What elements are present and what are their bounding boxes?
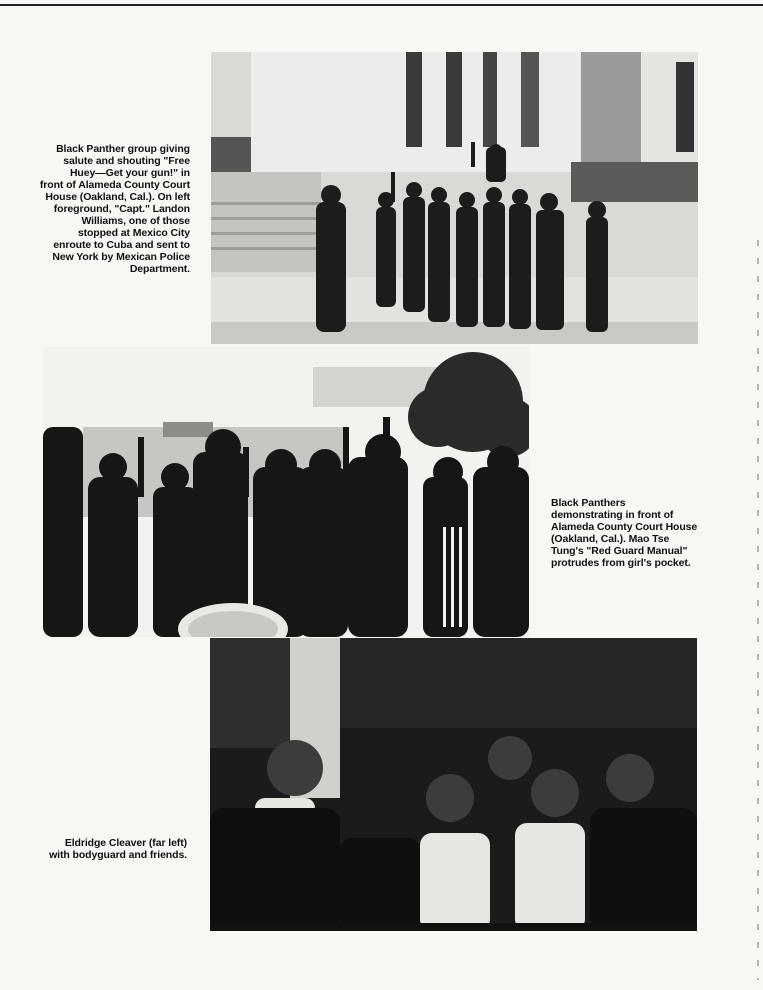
page-edge-marks <box>757 240 759 980</box>
photo-courthouse-salute <box>211 52 698 344</box>
caption-demonstration: Black Panthers demonstrating in front of Alameda County Court House (Oakland, Cal.). Mao Tse Tung's "Red Guard Manual" protrudes from girl's pocket. <box>551 497 698 569</box>
caption-courthouse-salute: Black Panther group giving salute and shouting "Free Huey—Get your gun!" in front of Alameda County Court House (Oakland, Cal.). On left foreground, "Capt." Landon Williams, one of those stopped at Mexico City enroute to Cuba and sent to New York by Mexican Police Department. <box>39 143 190 275</box>
photo-cleaver <box>210 638 697 931</box>
top-rule <box>0 4 763 6</box>
caption-cleaver: Eldridge Cleaver (far left) with bodyguard and friends. <box>49 837 187 861</box>
photo-demonstration <box>43 347 529 637</box>
